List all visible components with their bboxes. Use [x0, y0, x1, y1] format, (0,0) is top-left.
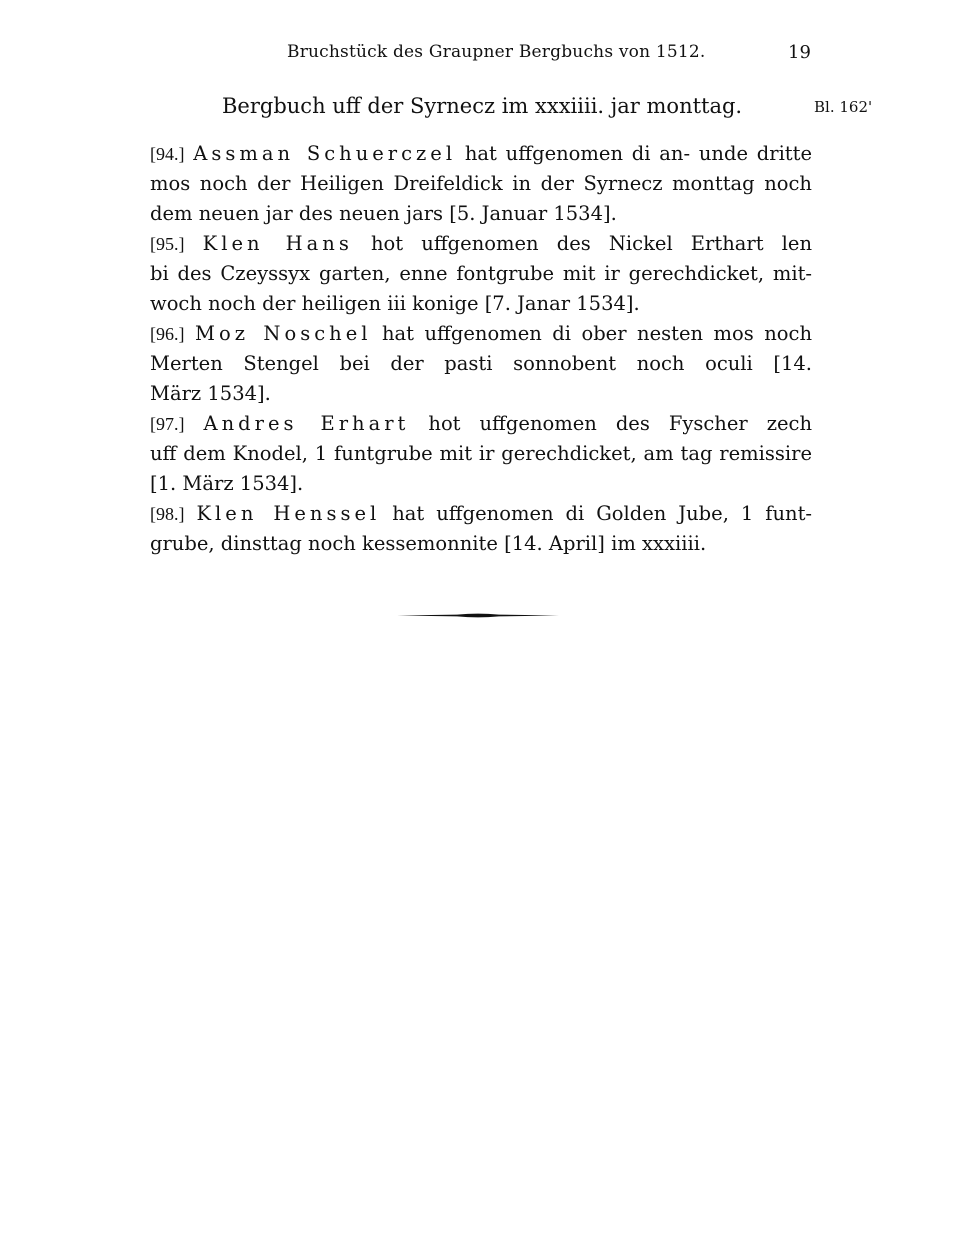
entry-text: hat uffgenomen di Golden Jube, 1 funt- [380, 502, 813, 525]
entry-text: hat uffgenomen di an- unde dritte [456, 142, 813, 165]
entry-text: hot uffgenomen des Fyscher zech [409, 412, 813, 435]
entry-98 [150, 499, 812, 559]
page-number: 19 [788, 42, 811, 63]
entry-line: Merten Stengel bei der pasti sonnobent noch oculi [14. [150, 352, 812, 375]
entry-line: [1. März 1534]. [150, 472, 304, 495]
entry-line: dem neuen jar des neuen jars [5. Januar 1534]. [150, 202, 617, 225]
entry-line [150, 499, 812, 529]
section-heading: Bergbuch uff der Syrnecz im xxxiiii. jar monttag. [222, 94, 743, 118]
entry-line: grube, dinsttag noch kessemonnite [14. April] im xxxiiii. [150, 532, 707, 555]
entries-list [150, 139, 812, 559]
entry-line [150, 319, 812, 349]
entry-name: Andres Erhart [203, 412, 410, 435]
entry-number: [98.] [150, 504, 185, 524]
entry-number: [95.] [150, 234, 185, 254]
entry-line [150, 139, 812, 169]
entry-name: Klen Hans [202, 232, 353, 255]
entry-text: hat uffgenomen di ober nesten mos noch [371, 322, 813, 345]
folio-reference: Bl. 162' [814, 98, 873, 116]
entry-name: Assman Schuerczel [193, 142, 457, 165]
entry-number: [94.] [150, 144, 185, 164]
entry-number: [96.] [150, 324, 185, 344]
entry-94 [150, 139, 812, 229]
entry-text: hot uffgenomen des Nickel Erthart len [352, 232, 813, 255]
entry-line [150, 409, 812, 439]
entry-line: März 1534]. [150, 382, 271, 405]
entry-number: [97.] [150, 414, 185, 434]
running-head: Bruchstück des Graupner Bergbuchs von 1512. [287, 42, 706, 62]
entry-name: Klen Henssel [196, 502, 381, 525]
entry-97 [150, 409, 812, 499]
entry-line: mos noch der Heiligen Dreifeldick in der Syrnecz monttag noch [150, 172, 812, 195]
entry-name: Moz Noschel [194, 322, 372, 345]
entry-line: bi des Czeyssyx garten, enne fontgrube mit ir gerechdicket, mit- [150, 262, 812, 285]
entry-96 [150, 319, 812, 409]
entry-95 [150, 229, 812, 319]
entry-line: woch noch der heiligen iii konige [7. Janar 1534]. [150, 292, 640, 315]
end-rule-divider [397, 612, 559, 619]
entry-line: uff dem Knodel, 1 funtgrube mit ir gerechdicket, am tag remissire [150, 442, 812, 465]
entry-line [150, 229, 812, 259]
